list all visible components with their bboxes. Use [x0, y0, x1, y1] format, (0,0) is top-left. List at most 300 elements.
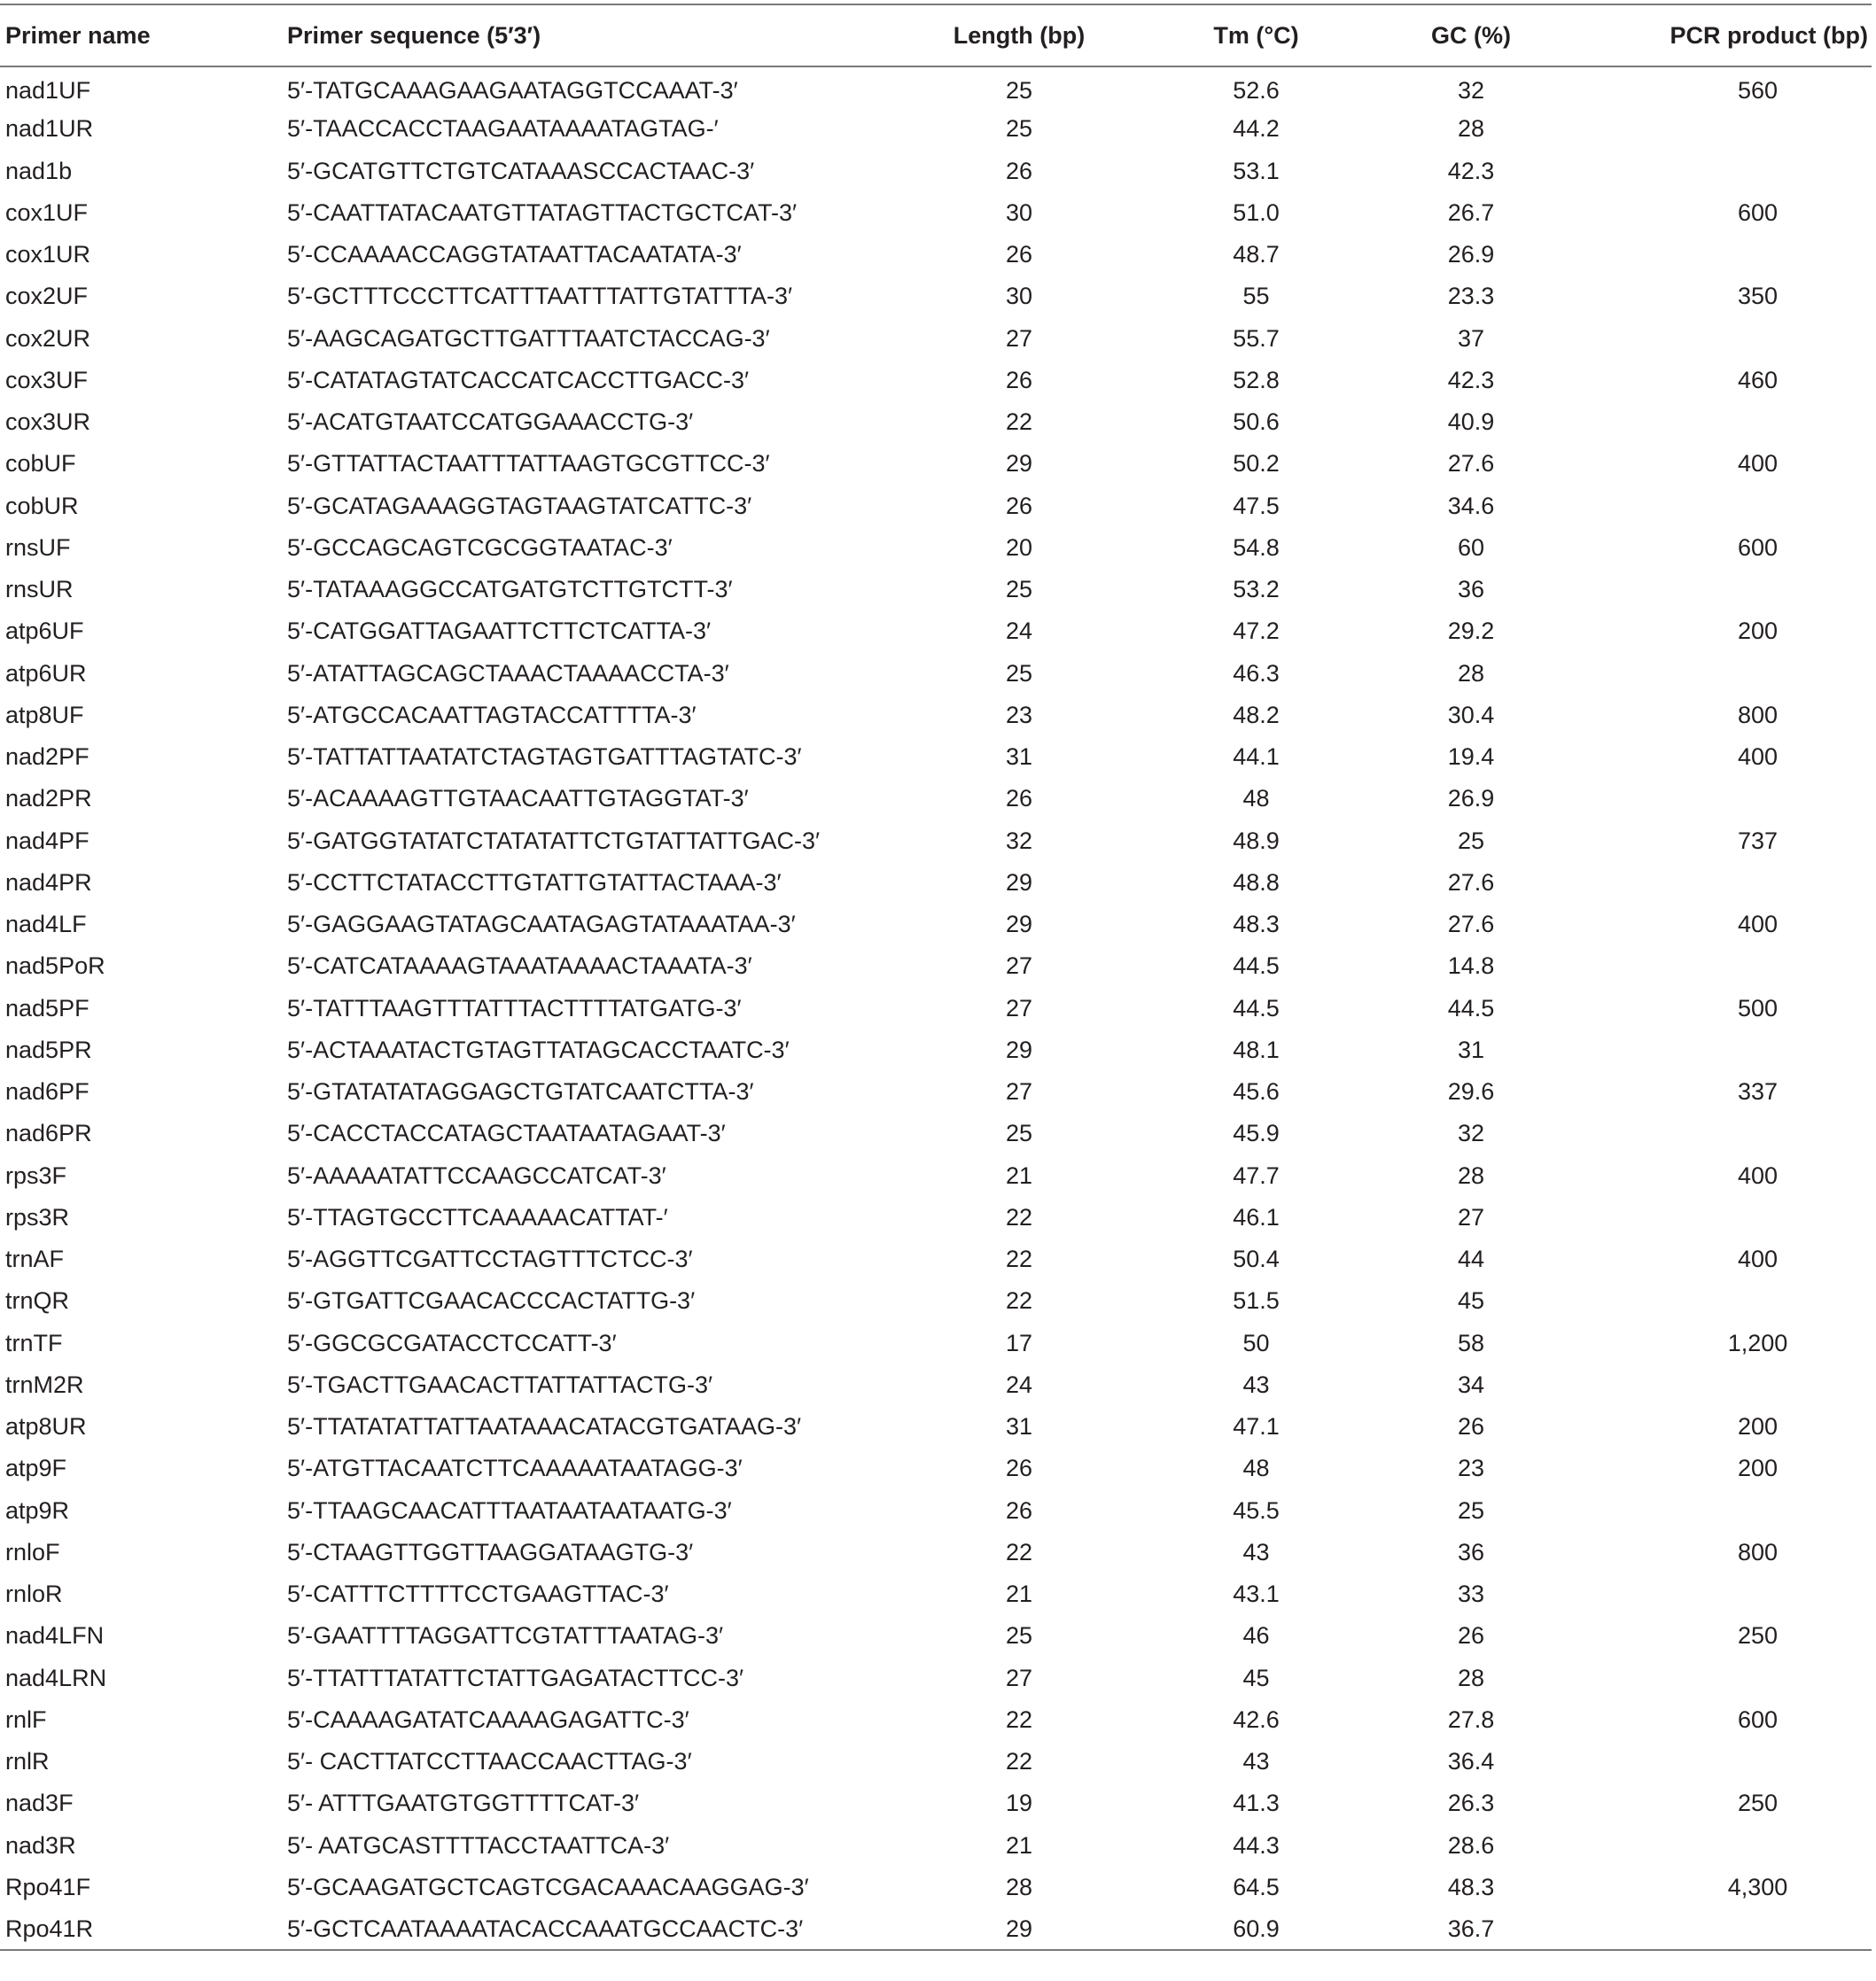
primer-name-cell: atp8UR — [5, 1413, 87, 1441]
primer-sequence-cell: 5′-CATATAGTATCACCATCACCTTGACC-3′ — [287, 366, 750, 393]
primer-sequence-cell: 5′-GTGATTCGAACACCCACTATTG-3′ — [287, 1287, 696, 1315]
length-cell: 22 — [1005, 1203, 1033, 1231]
length-cell: 29 — [1005, 868, 1033, 896]
pcr-product-cell: 600 — [1737, 1705, 1779, 1733]
table-row — [0, 360, 1872, 401]
primer-name-cell: rps3F — [5, 1161, 67, 1189]
pcr-product-cell: 200 — [1737, 1455, 1779, 1482]
gc-cell: 29.2 — [1447, 618, 1495, 645]
length-cell: 21 — [1005, 1831, 1033, 1859]
table-row — [0, 653, 1872, 695]
pcr-product-cell: 560 — [1737, 76, 1779, 104]
table-row — [0, 945, 1872, 987]
gc-cell: 28 — [1457, 1664, 1485, 1691]
tm-cell: 60.9 — [1134, 1908, 1378, 1950]
primer-name-cell: atp9R — [5, 1496, 70, 1524]
tm-cell: 45 — [1242, 1664, 1270, 1691]
gc-cell: 27.6 — [1447, 868, 1495, 896]
primer-sequence-cell: 5′-CAAAAGATATCAAAAGAGATTC-3′ — [287, 1705, 689, 1733]
gc-cell: 36.4 — [1447, 1748, 1495, 1775]
table-row — [0, 1658, 1872, 1699]
length-cell: 26 — [1005, 492, 1033, 519]
gc-cell: 19.4 — [1447, 743, 1495, 771]
pcr-product-cell — [1564, 1573, 1872, 1615]
primer-sequence-cell: 5′-GCTTTCCCTTCATTTAATTTATTGTATTTA-3′ — [287, 283, 793, 310]
length-cell: 22 — [1005, 1538, 1033, 1565]
table-row — [0, 695, 1872, 736]
pcr-product-cell — [1564, 1741, 1872, 1783]
gc-cell: 29.6 — [1447, 1078, 1495, 1106]
table-row — [0, 862, 1872, 904]
header-length: Length (bp) — [904, 4, 1134, 66]
table-row — [0, 1490, 1872, 1532]
length-cell: 22 — [1005, 408, 1033, 436]
primer-name-cell: atp6UR — [5, 659, 87, 687]
table-row — [0, 904, 1872, 945]
table-row — [0, 151, 1872, 192]
length-cell: 22 — [1005, 1705, 1033, 1733]
primer-name-cell: nad4PR — [5, 868, 92, 896]
primer-name-cell: trnAF — [5, 1246, 65, 1273]
tm-cell: 53.2 — [1233, 576, 1280, 603]
primer-sequence-cell: 5′-TAACCACCTAAGAATAAAATAGTAG-′ — [287, 115, 719, 143]
gc-cell: 48.3 — [1447, 1873, 1495, 1900]
primer-sequence-cell: 5′-GGCGCGATACCTCCATT-3′ — [287, 1329, 617, 1356]
length-cell: 27 — [1005, 324, 1033, 352]
length-cell: 32 — [1005, 827, 1033, 854]
length-cell: 29 — [1005, 450, 1033, 478]
primer-name-cell: atp8UF — [5, 701, 84, 728]
pcr-product-cell — [1564, 108, 1872, 150]
tm-cell: 51.0 — [1233, 198, 1280, 226]
pcr-product-cell — [1564, 486, 1872, 527]
length-cell: 25 — [1005, 659, 1033, 687]
primer-name-cell: nad4PF — [5, 827, 90, 854]
table-row — [0, 1615, 1872, 1657]
tm-cell: 41.3 — [1233, 1790, 1280, 1817]
tm-cell: 51.5 — [1233, 1287, 1280, 1315]
tm-cell: 44.5 — [1233, 952, 1280, 980]
gc-cell: 26 — [1457, 1622, 1485, 1650]
pcr-product-cell: 500 — [1737, 994, 1779, 1022]
tm-cell: 46.3 — [1233, 659, 1280, 687]
pcr-product-cell: 400 — [1737, 1246, 1779, 1273]
pcr-product-cell: 200 — [1737, 618, 1779, 645]
primer-name-cell: trnQR — [5, 1287, 70, 1315]
primer-name-cell: nad4LF — [5, 911, 87, 938]
table-row — [0, 1741, 1872, 1783]
primer-name-cell: cobUF — [5, 450, 76, 478]
pcr-product-cell: 800 — [1737, 701, 1779, 728]
gc-cell: 36.7 — [1378, 1908, 1564, 1950]
length-cell: 27 — [1005, 952, 1033, 980]
primer-name-cell: nad4LFN — [5, 1622, 105, 1650]
tm-cell: 55 — [1242, 283, 1270, 310]
table-row — [0, 1155, 1872, 1197]
primer-sequence-cell: 5′-ACAAAAGTTGTAACAATTGTAGGTAT-3′ — [287, 785, 749, 812]
length-cell: 25 — [1005, 1120, 1033, 1147]
tm-cell: 43 — [1242, 1538, 1270, 1565]
primer-sequence-cell: 5′-CATGGATTAGAATTCTTCTCATTA-3′ — [287, 618, 712, 645]
primer-sequence-cell: 5′-GAGGAAGTATAGCAATAGAGTATAAATAA-3′ — [287, 911, 796, 938]
length-cell: 24 — [1005, 618, 1033, 645]
primer-sequence-cell: 5′- CACTTATCCTTAACCAACTTAG-3′ — [287, 1748, 692, 1775]
length-cell: 23 — [1005, 701, 1033, 728]
gc-cell: 26.7 — [1447, 198, 1495, 226]
pcr-product-cell — [1564, 1658, 1872, 1699]
length-cell: 26 — [1005, 785, 1033, 812]
tm-cell: 48.8 — [1233, 868, 1280, 896]
gc-cell: 58 — [1457, 1329, 1485, 1356]
gc-cell: 23.3 — [1447, 283, 1495, 310]
gc-cell: 40.9 — [1447, 408, 1495, 436]
primer-name-cell: nad6PR — [5, 1120, 92, 1147]
gc-cell: 26 — [1457, 1413, 1485, 1441]
header-pcr-product: PCR product (bp) — [1564, 4, 1872, 66]
tm-cell: 52.8 — [1233, 366, 1280, 393]
primer-name-cell: cox3UF — [5, 366, 89, 393]
length-cell: 27 — [1005, 994, 1033, 1022]
gc-cell: 36 — [1457, 1538, 1485, 1565]
tm-cell: 46 — [1242, 1622, 1270, 1650]
primer-sequence-cell: 5′-ATGCCACAATTAGTACCATTTTA-3′ — [287, 701, 697, 728]
table-row — [0, 1532, 1872, 1573]
pcr-product-cell: 337 — [1737, 1078, 1779, 1106]
header-primer-name: Primer name — [0, 4, 284, 66]
tm-cell: 64.5 — [1233, 1873, 1280, 1900]
length-cell: 30 — [1005, 283, 1033, 310]
tm-cell: 43.1 — [1233, 1581, 1280, 1608]
tm-cell: 53.1 — [1233, 157, 1280, 184]
gc-cell: 28 — [1457, 659, 1485, 687]
length-cell: 25 — [1005, 115, 1033, 143]
pcr-product-cell — [1564, 862, 1872, 904]
table-row — [0, 1364, 1872, 1406]
pcr-product-cell: 737 — [1737, 827, 1779, 854]
gc-cell: 26.9 — [1447, 241, 1495, 268]
pcr-product-cell — [1564, 1113, 1872, 1154]
length-cell: 27 — [1005, 1078, 1033, 1106]
primer-sequence-cell: 5′-GCCAGCAGTCGCGGTAATAC-3′ — [287, 533, 673, 561]
primer-sequence-cell: 5′-GCATGTTCTGTCATAAASCCACTAAC-3′ — [287, 157, 755, 184]
primer-sequence-cell: 5′-GTATATATAGGAGCTGTATCAATCTTA-3′ — [287, 1078, 754, 1106]
primer-sequence-cell: 5′-TATTATTAATATCTAGTAGTGATTTAGTATC-3′ — [287, 743, 802, 771]
primer-name-cell: nad3R — [5, 1831, 76, 1859]
pcr-product-cell — [1564, 1280, 1872, 1322]
length-cell: 22 — [1005, 1287, 1033, 1315]
primer-sequence-cell: 5′-AAAAATATTCCAAGCCATCAT-3′ — [287, 1161, 666, 1189]
primer-sequence-cell: 5′-GTTATTACTAATTTATTAAGTGCGTTCC-3′ — [287, 450, 770, 478]
primer-sequence-cell: 5′-CAATTATACAATGTTATAGTTACTGCTCAT-3′ — [287, 198, 798, 226]
gc-cell: 34.6 — [1447, 492, 1495, 519]
table-header — [0, 4, 1872, 66]
tm-cell: 55.7 — [1233, 324, 1280, 352]
table-row — [0, 1783, 1872, 1824]
pcr-product-cell — [1564, 318, 1872, 360]
gc-cell: 42.3 — [1447, 366, 1495, 393]
primer-name-cell: nad6PF — [5, 1078, 90, 1106]
length-cell: 26 — [1005, 157, 1033, 184]
gc-cell: 25 — [1457, 827, 1485, 854]
table-row — [0, 318, 1872, 360]
gc-cell: 27.6 — [1447, 911, 1495, 938]
primer-sequence-cell: 5′-TTAAGCAACATTTAATAATAATAATG-3′ — [287, 1496, 732, 1524]
tm-cell: 42.6 — [1233, 1705, 1280, 1733]
table-row — [0, 1448, 1872, 1489]
gc-cell: 14.8 — [1447, 952, 1495, 980]
primer-name-cell: nad5PoR — [5, 952, 105, 980]
length-cell: 26 — [1005, 1455, 1033, 1482]
table-row — [0, 1573, 1872, 1615]
gc-cell: 25 — [1457, 1496, 1485, 1524]
length-cell: 17 — [1005, 1329, 1033, 1356]
pcr-product-cell: 400 — [1737, 450, 1779, 478]
pcr-product-cell: 460 — [1737, 366, 1779, 393]
table-row — [0, 1323, 1872, 1364]
tm-cell: 48.7 — [1233, 241, 1280, 268]
pcr-product-cell: 600 — [1737, 533, 1779, 561]
table-row — [0, 1197, 1872, 1239]
primer-name-cell: cox3UR — [5, 408, 91, 436]
primer-table — [0, 4, 1872, 1951]
primer-name-cell: cobUR — [5, 492, 79, 519]
primer-name-cell: Rpo41F — [5, 1873, 91, 1900]
gc-cell: 36 — [1457, 576, 1485, 603]
primer-name-cell: nad2PR — [5, 785, 92, 812]
primer-sequence-cell: 5′-TTATATATTATTAATAAACATACGTGATAAG-3′ — [287, 1413, 802, 1441]
pcr-product-cell: 400 — [1737, 743, 1779, 771]
primer-name-cell: rnlR — [5, 1748, 50, 1775]
tm-cell: 47.2 — [1233, 618, 1280, 645]
gc-cell: 28 — [1457, 1161, 1485, 1189]
gc-cell: 60 — [1457, 533, 1485, 561]
gc-cell: 28.6 — [1447, 1831, 1495, 1859]
gc-cell: 23 — [1457, 1455, 1485, 1482]
gc-cell: 26.9 — [1447, 785, 1495, 812]
tm-cell: 50.6 — [1233, 408, 1280, 436]
table-row — [0, 486, 1872, 527]
pcr-product-cell — [1564, 1490, 1872, 1532]
primer-sequence-cell: 5′-GCAAGATGCTCAGTCGACAAACAAGGAG-3′ — [287, 1873, 809, 1900]
table-row — [0, 1071, 1872, 1113]
table-row — [0, 569, 1872, 610]
length-cell: 22 — [1005, 1246, 1033, 1273]
primer-name-cell: Rpo41R — [0, 1908, 284, 1950]
table-row — [0, 736, 1872, 778]
pcr-product-cell: 400 — [1737, 911, 1779, 938]
primer-name-cell: atp6UF — [5, 618, 84, 645]
tm-cell: 50.4 — [1233, 1246, 1280, 1273]
gc-cell: 42.3 — [1447, 157, 1495, 184]
table-row — [0, 1406, 1872, 1448]
header-tm: Tm (°C) — [1134, 4, 1378, 66]
table-row — [0, 1239, 1872, 1280]
length-cell: 22 — [1005, 1748, 1033, 1775]
pcr-product-cell: 4,300 — [1727, 1873, 1788, 1900]
pcr-product-cell — [1564, 945, 1872, 987]
length-cell: 31 — [1005, 743, 1033, 771]
tm-cell: 50.2 — [1233, 450, 1280, 478]
length-cell: 31 — [1005, 1413, 1033, 1441]
pcr-product-cell: 250 — [1737, 1790, 1779, 1817]
primer-sequence-cell: 5′-TTATTTATATTCTATTGAGATACTTCC-3′ — [287, 1664, 744, 1691]
tm-cell: 43 — [1242, 1371, 1270, 1398]
pcr-product-cell: 400 — [1737, 1161, 1779, 1189]
table-row — [0, 1113, 1872, 1154]
gc-cell: 27 — [1457, 1203, 1485, 1231]
length-cell: 27 — [1005, 1664, 1033, 1691]
length-cell: 26 — [1005, 241, 1033, 268]
primer-sequence-cell: 5′-ATGTTACAATCTTCAAAAATAATAGG-3′ — [287, 1455, 743, 1482]
header-row — [0, 4, 1872, 66]
gc-cell: 33 — [1457, 1581, 1485, 1608]
primer-sequence-cell: 5′-ACATGTAATCCATGGAAACCTG-3′ — [287, 408, 694, 436]
pcr-product-cell — [1564, 778, 1872, 820]
table-row — [0, 778, 1872, 820]
length-cell: 25 — [1005, 576, 1033, 603]
table-row — [0, 276, 1872, 317]
primer-sequence-cell: 5′-ATATTAGCAGCTAAACTAAAACCTA-3′ — [287, 659, 729, 687]
primer-name-cell: nad1UR — [5, 115, 94, 143]
tm-cell: 48 — [1242, 1455, 1270, 1482]
table-body — [0, 66, 1872, 1950]
primer-name-cell: rps3R — [5, 1203, 70, 1231]
tm-cell: 45.6 — [1233, 1078, 1280, 1106]
primer-name-cell: nad1b — [5, 157, 73, 184]
length-cell: 29 — [904, 1908, 1134, 1950]
length-cell: 21 — [1005, 1581, 1033, 1608]
primer-sequence-cell: 5′-GATGGTATATCTATATATTCTGTATTATTGAC-3′ — [287, 827, 821, 854]
primer-name-cell: cox2UF — [5, 283, 89, 310]
length-cell: 29 — [1005, 1036, 1033, 1063]
table-row — [0, 1280, 1872, 1322]
tm-cell: 48.3 — [1233, 911, 1280, 938]
table-row — [0, 234, 1872, 276]
primer-name-cell: rnloF — [5, 1538, 60, 1565]
primer-sequence-cell: 5′-GCTCAATAAAATACACCAAATGCCAACTC-3′ — [284, 1908, 904, 1950]
primer-sequence-cell: 5′- ATTTGAATGTGGTTTTCAT-3′ — [287, 1790, 640, 1817]
tm-cell: 46.1 — [1233, 1203, 1280, 1231]
length-cell: 26 — [1005, 366, 1033, 393]
gc-cell: 27.8 — [1447, 1705, 1495, 1733]
tm-cell: 47.5 — [1233, 492, 1280, 519]
tm-cell: 47.7 — [1233, 1161, 1280, 1189]
length-cell: 25 — [1005, 76, 1033, 104]
primer-name-cell: cox1UF — [5, 198, 89, 226]
table-row — [0, 610, 1872, 652]
table-row — [0, 1699, 1872, 1741]
primer-name-cell: cox1UR — [5, 241, 91, 268]
primer-table-container — [0, 4, 1872, 1951]
primer-name-cell: cox2UR — [5, 324, 91, 352]
gc-cell: 31 — [1457, 1036, 1485, 1063]
length-cell: 19 — [1005, 1790, 1033, 1817]
pcr-product-cell: 250 — [1737, 1622, 1779, 1650]
pcr-product-cell — [1564, 1908, 1872, 1950]
tm-cell: 47.1 — [1233, 1413, 1280, 1441]
tm-cell: 45.5 — [1233, 1496, 1280, 1524]
gc-cell: 32 — [1457, 1120, 1485, 1147]
table-row — [0, 1867, 1872, 1908]
tm-cell: 48 — [1242, 785, 1270, 812]
primer-name-cell: trnM2R — [5, 1371, 84, 1398]
gc-cell: 45 — [1457, 1287, 1485, 1315]
length-cell: 30 — [1005, 198, 1033, 226]
table-row — [0, 820, 1872, 862]
pcr-product-cell — [1564, 401, 1872, 443]
header-primer-sequence: Primer sequence (5′3′) — [284, 4, 904, 66]
gc-cell: 44 — [1457, 1246, 1485, 1273]
gc-cell: 37 — [1457, 324, 1485, 352]
length-cell: 25 — [1005, 1622, 1033, 1650]
gc-cell: 32 — [1457, 76, 1485, 104]
pcr-product-cell: 350 — [1737, 283, 1779, 310]
table-row — [0, 66, 1872, 108]
primer-sequence-cell: 5′-AAGCAGATGCTTGATTTAATCTACCAG-3′ — [287, 324, 770, 352]
primer-sequence-cell: 5′-TATGCAAAGAAGAATAGGTCCAAAT-3′ — [287, 76, 738, 104]
primer-sequence-cell: 5′- AATGCASTTTTACCTAATTCA-3′ — [287, 1831, 670, 1859]
primer-name-cell: nad5PF — [5, 994, 90, 1022]
primer-name-cell: nad4LRN — [5, 1664, 107, 1691]
table-row — [0, 1908, 1872, 1950]
primer-name-cell: rnsUF — [5, 533, 71, 561]
pcr-product-cell — [1564, 569, 1872, 610]
header-gc: GC (%) — [1378, 4, 1564, 66]
tm-cell: 44.3 — [1233, 1831, 1280, 1859]
gc-cell: 30.4 — [1447, 701, 1495, 728]
primer-name-cell: nad5PR — [5, 1036, 92, 1063]
tm-cell: 44.5 — [1233, 994, 1280, 1022]
tm-cell: 48.9 — [1233, 827, 1280, 854]
pcr-product-cell — [1564, 1825, 1872, 1867]
length-cell: 29 — [1005, 911, 1033, 938]
length-cell: 21 — [1005, 1161, 1033, 1189]
pcr-product-cell: 200 — [1737, 1413, 1779, 1441]
pcr-product-cell — [1564, 653, 1872, 695]
pcr-product-cell: 600 — [1737, 198, 1779, 226]
pcr-product-cell — [1564, 151, 1872, 192]
primer-sequence-cell: 5′-GCATAGAAAGGTAGTAAGTATCATTC-3′ — [287, 492, 752, 519]
primer-sequence-cell: 5′-GAATTTTAGGATTCGTATTTAATAG-3′ — [287, 1622, 724, 1650]
table-row — [0, 988, 1872, 1029]
table-row — [0, 1825, 1872, 1867]
primer-sequence-cell: 5′-CCAAAACCAGGTATAATTACAATATA-3′ — [287, 241, 742, 268]
gc-cell: 26.3 — [1447, 1790, 1495, 1817]
pcr-product-cell: 800 — [1737, 1538, 1779, 1565]
primer-name-cell: atp9F — [5, 1455, 67, 1482]
tm-cell: 44.2 — [1233, 115, 1280, 143]
tm-cell: 45.9 — [1233, 1120, 1280, 1147]
table-row — [0, 401, 1872, 443]
tm-cell: 44.1 — [1233, 743, 1280, 771]
length-cell: 26 — [1005, 1496, 1033, 1524]
tm-cell: 43 — [1242, 1748, 1270, 1775]
primer-sequence-cell: 5′-TATTTAAGTTTATTTACTTTTATGATG-3′ — [287, 994, 742, 1022]
primer-name-cell: trnTF — [5, 1329, 63, 1356]
tm-cell: 48.1 — [1233, 1036, 1280, 1063]
primer-sequence-cell: 5′-TTAGTGCCTTCAAAAACATTAT-′ — [287, 1203, 668, 1231]
primer-name-cell: nad2PF — [5, 743, 90, 771]
primer-sequence-cell: 5′-CATTTCTTTTCCTGAAGTTAC-3′ — [287, 1581, 669, 1608]
primer-name-cell: rnloR — [5, 1581, 63, 1608]
primer-name-cell: rnsUR — [5, 576, 74, 603]
primer-sequence-cell: 5′-CATCATAAAAGTAAATAAAACTAAATA-3′ — [287, 952, 752, 980]
primer-name-cell: nad1UF — [5, 76, 91, 104]
gc-cell: 28 — [1457, 115, 1485, 143]
primer-sequence-cell: 5′-CTAAGTTGGTTAAGGATAAGTG-3′ — [287, 1538, 694, 1565]
primer-sequence-cell: 5′-ACTAAATACTGTAGTTATAGCACCTAATC-3′ — [287, 1036, 790, 1063]
primer-name-cell: nad3F — [5, 1790, 74, 1817]
